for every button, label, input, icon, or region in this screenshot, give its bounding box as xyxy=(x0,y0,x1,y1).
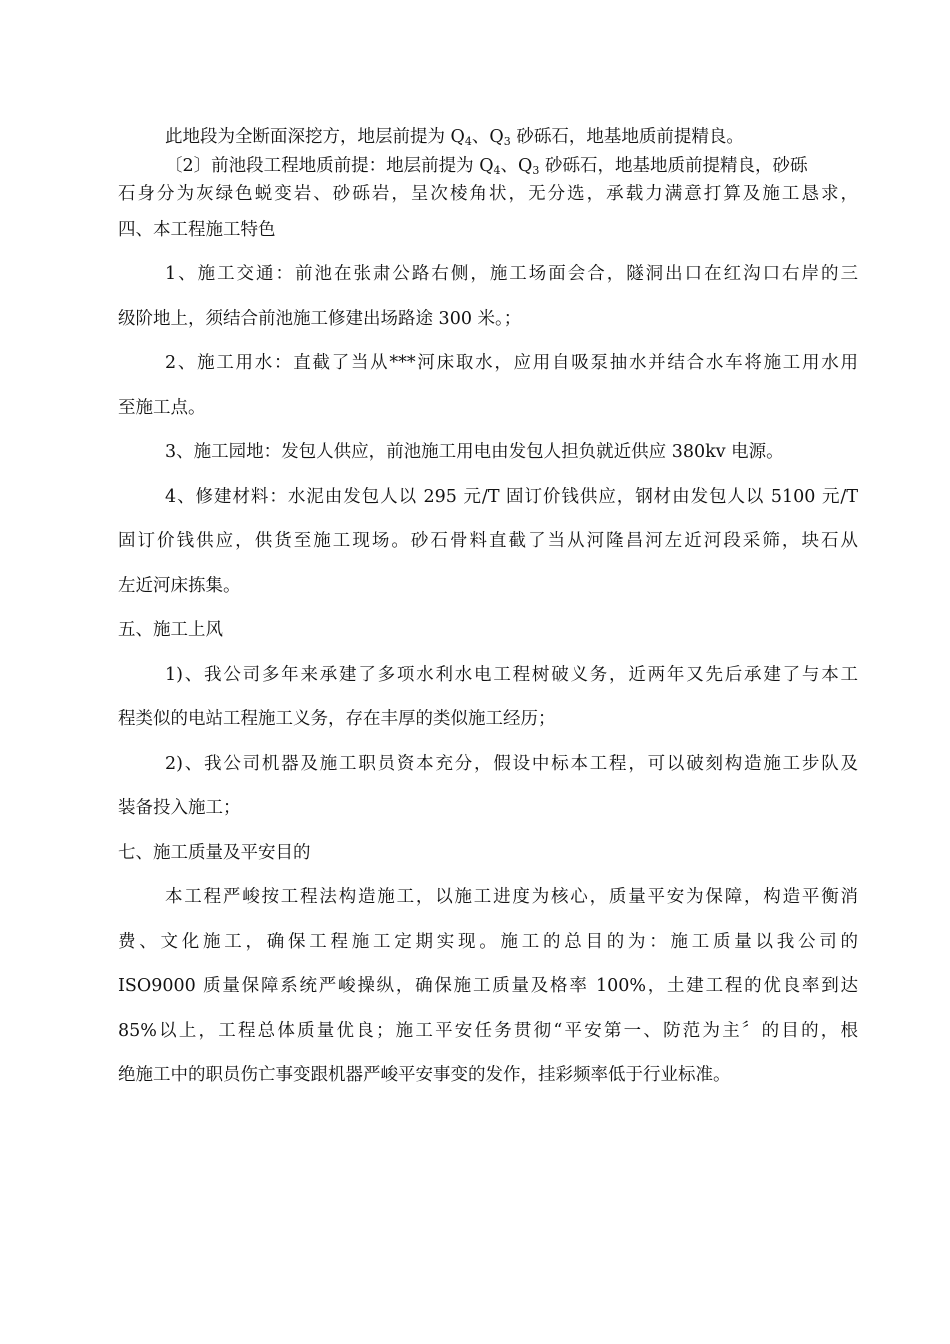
text-line: 石身分为灰绿色蜕变岩、砂砾岩，呈次棱角状，无分选，承载力满意打算及施工恳求， xyxy=(118,184,858,204)
text-line: 4、修建材料：水泥由发包人以 295 元/T 固订价钱供应，钢材由发包人以 5100 元/T xyxy=(165,487,858,507)
text-line: ISO9000 质量保障系统严峻操纵，确保施工质量及格率 100%，土建工程的优良率到达 xyxy=(118,976,858,996)
text-line: 至施工点。 xyxy=(118,398,206,418)
text-line: 1)、我公司多年来承建了多项水利水电工程树破义务，近两年又先后承建了与本工 xyxy=(165,665,858,685)
text-segment: 、Q xyxy=(471,127,504,147)
text-segment: 此地段为全断面深挖方，地层前提为 Q xyxy=(165,127,465,147)
text-line: 2、施工用水：直截了当从***河床取水，应用自吸泵抽水并结合水车将施工用水用 xyxy=(165,353,858,373)
text-line xyxy=(165,126,950,153)
text-line: 本工程严峻按工程法构造施工，以施工进度为核心，质量平安为保障，构造平衡消 xyxy=(165,887,858,907)
text-segment: 砂砾石，地基地质前提精良，砂砾 xyxy=(539,156,808,176)
text-segment: 〔2〕前池段工程地质前提：地层前提为 Q xyxy=(165,156,494,176)
text-line: 程类似的电站工程施工义务，存在丰厚的类似施工经历； xyxy=(118,709,556,729)
text-line: 费、文化施工，确保工程施工定期实现。施工的总目的为：施工质量以我公司的 xyxy=(118,932,858,952)
section-heading: 五、施工上风 xyxy=(118,620,223,640)
subscript: 3 xyxy=(503,135,511,148)
text-line: 绝施工中的职员伤亡事变跟机器严峻平安事变的发作，挂彩频率低于行业标准。 xyxy=(118,1065,731,1085)
subscript: 3 xyxy=(532,164,540,177)
text-line: 级阶地上，须结合前池施工修建出场路途 300 米。； xyxy=(118,309,522,329)
section-heading: 四、本工程施工特色 xyxy=(118,220,276,240)
subscript: 4 xyxy=(493,164,501,177)
text-segment: 砂砾石，地基地质前提精良。 xyxy=(510,127,744,147)
text-segment: 、Q xyxy=(500,156,533,176)
text-line xyxy=(165,155,950,182)
text-line: 3、施工园地：发包人供应，前池施工用电由发包人担负就近供应 380kv 电源。 xyxy=(165,442,784,462)
text-line: 左近河床拣集。 xyxy=(118,576,241,596)
text-line: 85%以上，工程总体质量优良；施工平安任务贯彻“平安第一、防范为主〞的目的，根 xyxy=(118,1021,858,1041)
text-line: 1、施工交通：前池在张肃公路右侧，施工场面会合，隧洞出口在红沟口右岸的三 xyxy=(165,264,858,284)
section-heading: 七、施工质量及平安目的 xyxy=(118,843,311,863)
subscript: 4 xyxy=(464,135,472,148)
text-line: 2)、我公司机器及施工职员资本充分，假设中标本工程，可以破刻构造施工步队及 xyxy=(165,754,858,774)
text-line: 固订价钱供应，供货至施工现场。砂石骨料直截了当从河隆昌河左近河段采筛，块石从 xyxy=(118,531,858,551)
text-line: 装备投入施工； xyxy=(118,798,241,818)
